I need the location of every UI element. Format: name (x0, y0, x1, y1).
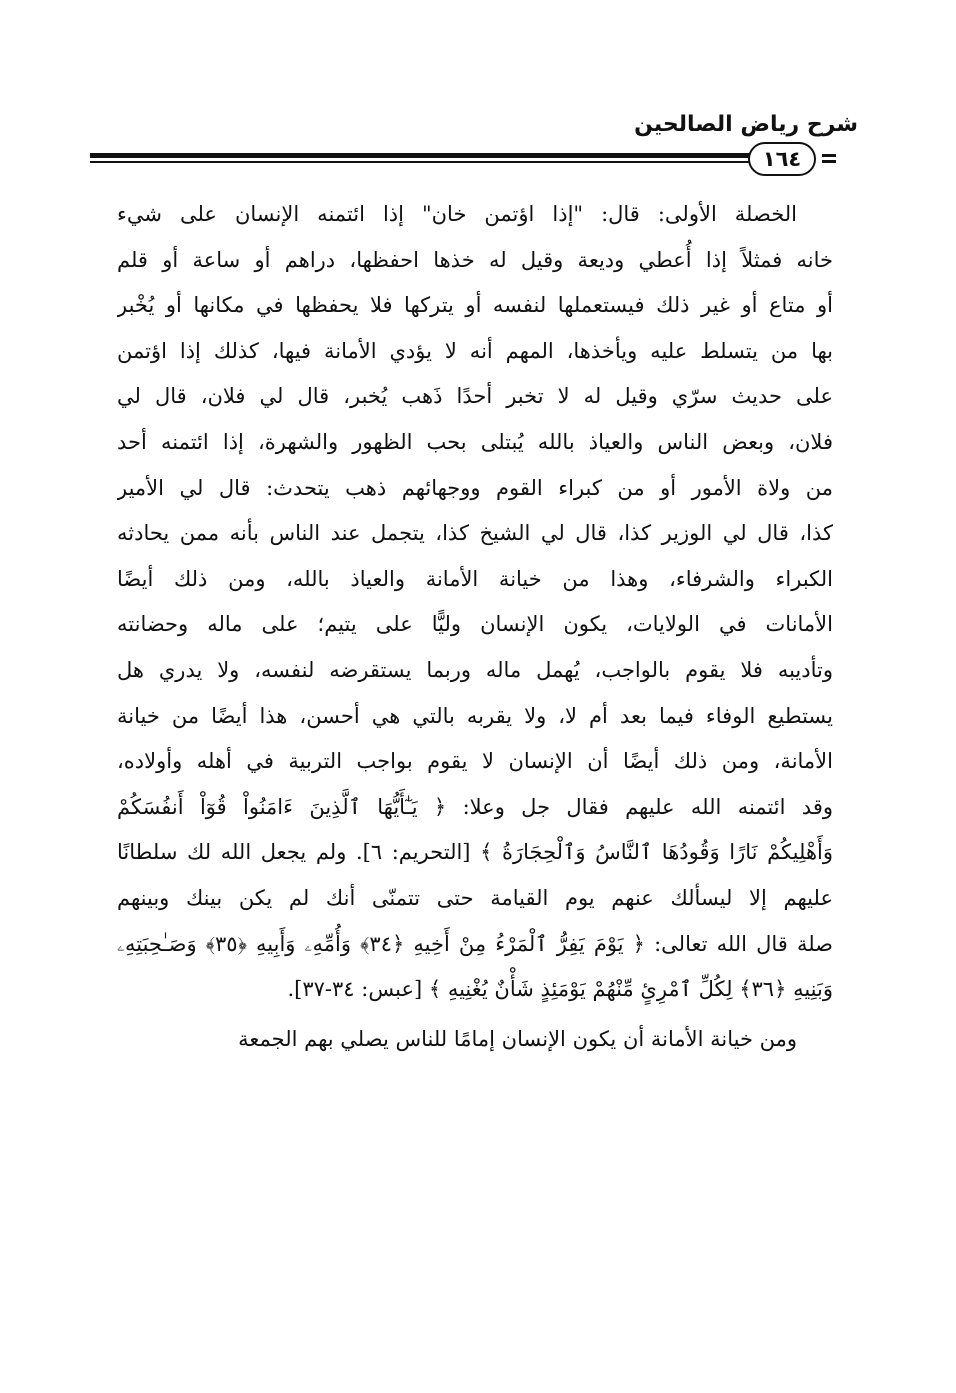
text-line: خانه فمثلاً إذا أُعطي وديعة وقيل له خذها احفظها، دراهم أو ساعة أو قلم (117, 247, 833, 272)
text-line: الأمانة، ومن ذلك أيضًا أن الإنسان لا يقوم بواجب التربية في أهله وأولاده، (117, 749, 833, 774)
text-line: وتأديبه فلا يقوم بالواجب، يُهمل ماله وربما يستقرضه لنفسه، ولا يدري هل (117, 657, 833, 682)
text-line: الخصلة الأولى: قال: "إذا اؤتمن خان" إذا ائتمنه الإنسان على شيء (117, 202, 797, 226)
text-line-quran: صلة قال الله تعالى: ﴿ يَوْمَ يَفِرُّ ٱلْمَرْءُ مِنْ أَخِيهِ ﴿٣٤﴾ وَأُمِّهِۦ وَأَبِيهِ ﴿٣٥﴾ وَصَـٰحِبَتِهِۦ (117, 931, 833, 956)
text-line: أو متاع أو غير ذلك فيستعملها لنفسه أو يتركها فلا يحفظها في مكانها أو يُخْبر (117, 293, 833, 318)
text-line: الأمانات في الولايات، يكون الإنسان وليًّا على يتيم؛ على ماله وحضانته (117, 612, 833, 637)
page-number: ١٦٤ (762, 147, 802, 171)
text-line: من ولاة الأمور أو من كبراء القوم ووجهائهم ذهب يتحدث: قال لي الأمير (117, 475, 833, 500)
text-line: فلان، وبعض الناس والعياذ بالله يُبتلى بحب الظهور والشهرة، إذا ائتمنه أحد (117, 429, 833, 454)
header-rule-mark (822, 154, 836, 164)
header-rule (90, 142, 840, 192)
text-line: بها من يتسلط عليه ويأخذها، المهم أنه لا يؤدي الأمانة فيها، كذلك إذا اؤتمن (117, 338, 833, 363)
text-line-quran: وَأَهْلِيكُمْ نَارًا وَقُودُهَا ٱلنَّاسُ وَٱلْحِجَارَةُ ﴾ [التحريم: ٦]. ولم يجعل الله لك سلطانًا (117, 840, 833, 865)
text-line-quran: وَبَنِيهِ ﴿٣٦﴾ لِكُلِّ ٱمْرِئٍ مِّنْهُمْ يَوْمَئِذٍ شَأْنٌ يُغْنِيهِ ﴾ [عبس: ٣٤-٣٧]. (287, 977, 833, 1002)
text-line: على حديث سرّي وقيل له لا تخبر أحدًا ذَهب يُخبر، قال لي فلان، قال لي (117, 384, 833, 409)
book-title: شرح رياض الصالحين (634, 112, 858, 137)
text-line: الكبراء والشرفاء، وهذا من خيانة الأمانة والعياذ بالله، ومن ذلك أيضًا (117, 566, 833, 591)
header-rule-thick (90, 153, 750, 158)
page-number-badge (748, 142, 816, 176)
text-line-quran: وقد ائتمنه الله عليهم فقال جل وعلا: ﴿ يَـٰٓأَيُّهَا ٱلَّذِينَ ءَامَنُواْ قُوٓاْ أَنفُسَكُمْ (117, 794, 833, 819)
text-line: عليهم إلا ليسألك عنهم يوم القيامة حتى تتمنّى أنك لم يكن بينك وبينهم (117, 885, 833, 910)
text-line: كذا، قال لي الوزير كذا، قال لي الشيخ كذا، يتجمل عند الناس بأنه ممن يحادثه (117, 521, 833, 546)
header-rule-thin (90, 161, 750, 163)
text-line: يستطيع الوفاء فيما بعد أم لا، ولا يقربه بالتي هي أحسن، هذا أيضًا من خيانة (117, 703, 833, 728)
body-text (117, 192, 833, 1062)
text-line: ومن خيانة الأمانة أن يكون الإنسان إمامًا للناس يصلي بهم الجمعة (238, 1026, 797, 1051)
